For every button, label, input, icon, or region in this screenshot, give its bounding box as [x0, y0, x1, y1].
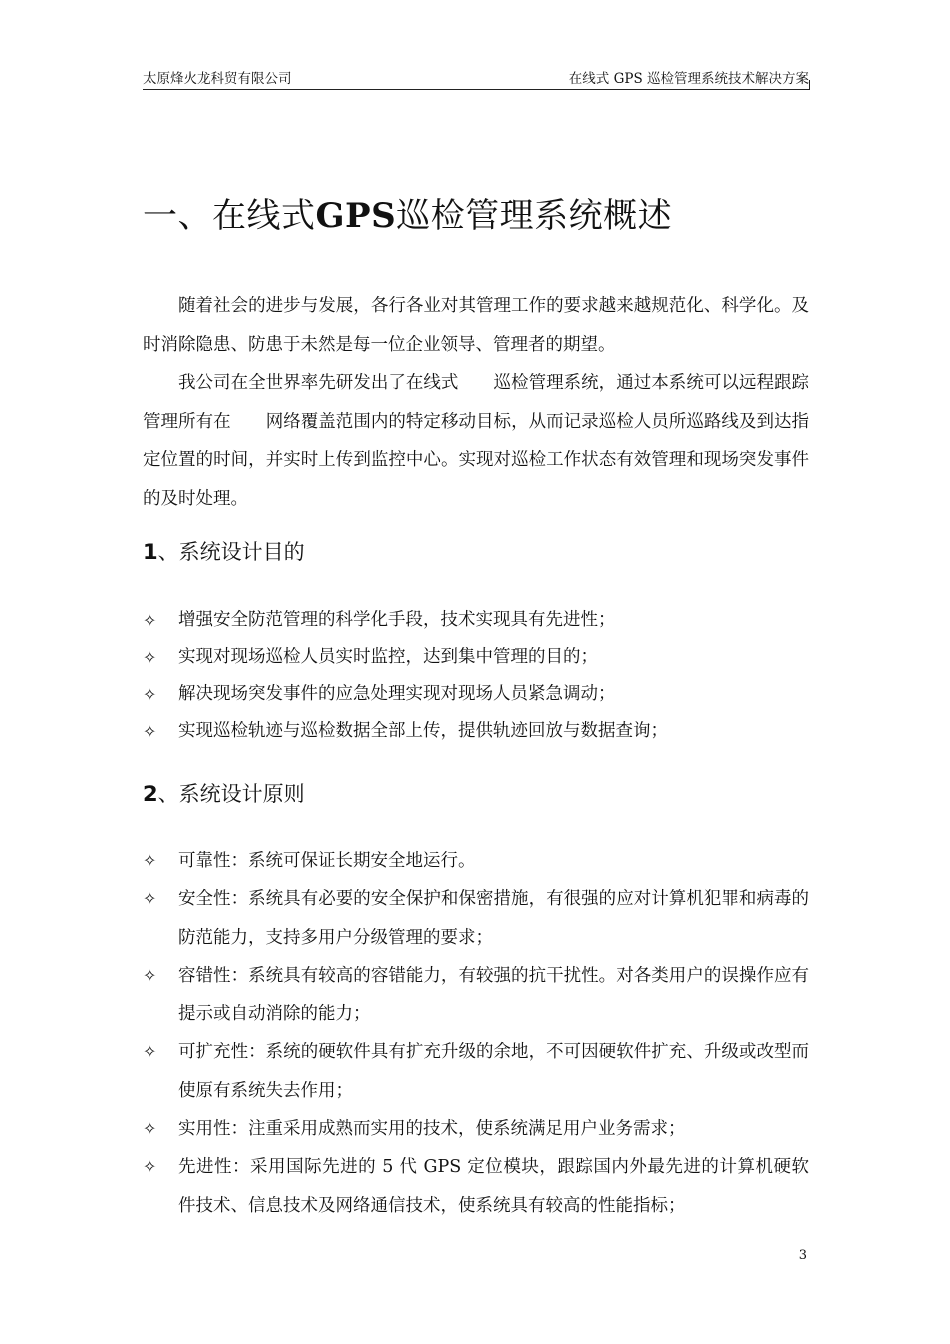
- section-title: 、系统设计原则: [157, 782, 305, 806]
- page-header: [143, 68, 809, 90]
- diamond-bullet-icon: ✧: [143, 685, 157, 704]
- list-item-text: 实现对现场巡检人员实时监控，达到集中管理的目的；: [178, 647, 598, 667]
- header-rule: [143, 89, 809, 90]
- list-item-text: 安全性：系统具有必要的安全保护和保密措施，有很强的应对计算机犯罪和病毒的防范能力，支持多用户分级管理的要求；: [178, 889, 809, 948]
- section-number: 2: [143, 782, 158, 806]
- list-item: [143, 1110, 809, 1148]
- list-item-text: 解决现场突发事件的应急处理实现对现场人员紧急调动；: [178, 684, 616, 704]
- diamond-bullet-icon: ✧: [143, 722, 157, 741]
- list-item: [143, 1148, 809, 1225]
- diamond-bullet-icon: ✧: [143, 965, 157, 985]
- section-heading-design-principles: [143, 779, 305, 809]
- list-item: [143, 1033, 809, 1110]
- chapter-title-prefix: 一、在线式: [143, 196, 316, 236]
- intro-paragraph-1: 随着社会的进步与发展，各行各业对其管理工作的要求越来越规范化、科学化。及时消除隐患、防患于未然是每一位企业领导、管理者的期望。: [143, 296, 809, 355]
- list-item-text: 实用性：注重采用成熟而实用的技术，使系统满足用户业务需求；: [178, 1119, 686, 1140]
- diamond-bullet-icon: ✧: [143, 1042, 157, 1062]
- diamond-bullet-icon: ✧: [143, 1157, 157, 1177]
- diamond-bullet-icon: ✧: [143, 648, 157, 667]
- list-item-text: 容错性：系统具有较高的容错能力，有较强的抗干扰性。对各类用户的误操作应有提示或自动消除的能力；: [178, 965, 809, 1025]
- intro-paragraph-2: 我公司在全世界率先研发出了在线式 巡检管理系统，通过本系统可以远程跟踪管理所有在 网络覆盖范围内的特定移动目标，从而记录巡检人员所巡路线及到达指定位置的时间，并实时上传到监控中心。实现对巡检工作状态有效管理和现场突发事件的及时处理。: [143, 373, 809, 509]
- list-item: [143, 713, 809, 750]
- section-heading-design-goals: [143, 537, 305, 567]
- list-item: [143, 639, 809, 676]
- design-goals-list: [143, 602, 809, 750]
- list-item: [143, 880, 809, 957]
- header-doc-title: 在线式 GPS 巡检管理系统技术解决方案: [568, 71, 809, 87]
- list-item-text: 可扩充性：系统的硬软件具有扩充升级的余地，不可因硬软件扩充、升级或改型而使原有系统失去作用；: [178, 1042, 809, 1101]
- diamond-bullet-icon: ✧: [143, 611, 157, 630]
- section-title: 、系统设计目的: [157, 540, 305, 564]
- page-number: 3: [798, 1248, 807, 1263]
- list-item: [143, 676, 809, 713]
- list-item: [143, 957, 809, 1034]
- list-item-text: 实现巡检轨迹与巡检数据全部上传，提供轨迹回放与数据查询；: [178, 721, 668, 741]
- header-rule-tick: [809, 80, 810, 90]
- diamond-bullet-icon: ✧: [143, 889, 157, 909]
- list-item: [143, 842, 809, 880]
- list-item-text: 可靠性：系统可保证长期安全地运行。: [178, 851, 476, 871]
- chapter-title: [143, 190, 672, 242]
- list-item-text: 增强安全防范管理的科学化手段，技术实现具有先进性；: [178, 610, 616, 630]
- list-item-text: 先进性：采用国际先进的 5 代 GPS 定位模块，跟踪国内外最先进的计算机硬软件技术、信息技术及网络通信技术，使系统具有较高的性能指标；: [178, 1157, 809, 1216]
- header-company: 太原烽火龙科贸有限公司: [143, 71, 292, 87]
- list-item: [143, 602, 809, 639]
- section-number: 1: [143, 540, 158, 564]
- design-principles-list: [143, 842, 809, 1225]
- chapter-title-gps: GPS: [315, 196, 397, 236]
- diamond-bullet-icon: ✧: [143, 851, 157, 870]
- diamond-bullet-icon: ✧: [143, 1119, 157, 1139]
- chapter-title-suffix: 巡检管理系统概述: [396, 196, 673, 236]
